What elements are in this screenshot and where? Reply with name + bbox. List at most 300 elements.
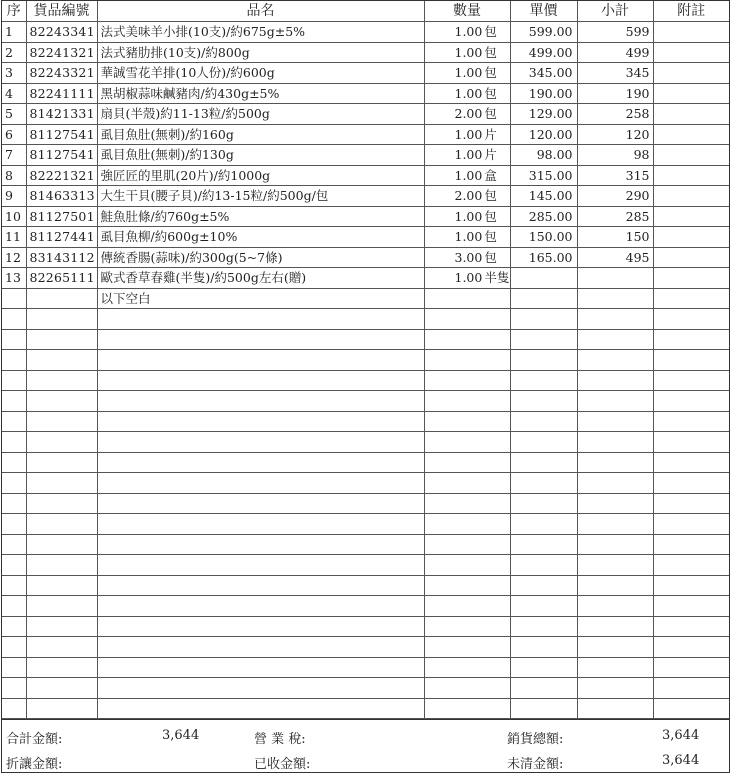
- qty-cell: [424, 698, 510, 719]
- code-cell: 82241321: [26, 42, 97, 63]
- qty-cell: [424, 247, 510, 268]
- code-cell: [26, 370, 97, 391]
- price-cell: [510, 391, 577, 412]
- subtotal-cell: 345: [577, 63, 653, 84]
- qty-unit: 包: [484, 24, 497, 40]
- table-row: [2, 411, 729, 432]
- qty-value: 1.00: [454, 229, 483, 245]
- seq-cell: [2, 514, 26, 535]
- price-cell: 120.00: [510, 124, 577, 145]
- name-cell: [97, 698, 424, 719]
- note-cell: [653, 350, 729, 371]
- seq-cell: [2, 432, 26, 453]
- note-cell: [653, 63, 729, 84]
- qty-unit: 包: [484, 229, 497, 245]
- name-cell: [97, 350, 424, 371]
- code-cell: [26, 575, 97, 596]
- table-row: [2, 370, 729, 391]
- seq-cell: [2, 370, 26, 391]
- table-row: [2, 309, 729, 330]
- note-cell: [653, 104, 729, 125]
- code-cell: 81463313: [26, 186, 97, 207]
- col-code-header: 貨品編號: [26, 1, 97, 22]
- table-row: [2, 186, 729, 207]
- table-row: [2, 391, 729, 412]
- price-cell: 499.00: [510, 42, 577, 63]
- qty-unit: 包: [484, 249, 497, 265]
- total-amount-label: 合計金額:: [6, 732, 63, 747]
- table-row: [2, 657, 729, 678]
- code-cell: 82241111: [26, 83, 97, 104]
- qty-cell: [424, 514, 510, 535]
- qty-cell: [424, 83, 510, 104]
- price-cell: 315.00: [510, 165, 577, 186]
- subtotal-cell: [577, 473, 653, 494]
- note-cell: [653, 678, 729, 699]
- qty-cell: [424, 473, 510, 494]
- table-row: [2, 268, 729, 289]
- code-cell: [26, 493, 97, 514]
- qty-unit: 包: [484, 44, 497, 60]
- note-cell: [653, 534, 729, 555]
- code-cell: 81127501: [26, 206, 97, 227]
- price-cell: [510, 329, 577, 350]
- qty-cell: [424, 329, 510, 350]
- name-cell: [97, 432, 424, 453]
- subtotal-cell: [577, 616, 653, 637]
- price-cell: [510, 678, 577, 699]
- seq-cell: 10: [2, 206, 26, 227]
- code-cell: [26, 678, 97, 699]
- col-subtotal-header: 小計: [577, 1, 653, 22]
- price-cell: [510, 534, 577, 555]
- qty-cell: [424, 309, 510, 330]
- name-cell: [97, 309, 424, 330]
- seq-cell: [2, 309, 26, 330]
- table-body: [2, 22, 729, 719]
- qty-cell: [424, 637, 510, 658]
- qty-cell: [424, 63, 510, 84]
- col-price-header: 單價: [510, 1, 577, 22]
- name-cell: 黑胡椒蒜味鹹豬肉/約430g±5%: [97, 83, 424, 104]
- name-cell: 虱目魚肚(無刺)/約160g: [97, 124, 424, 145]
- table-row: [2, 288, 729, 309]
- qty-value: 1.00: [454, 44, 483, 60]
- totals-section: [2, 719, 729, 773]
- note-cell: [653, 473, 729, 494]
- price-cell: [510, 268, 577, 289]
- invoice-sheet: [1, 0, 730, 773]
- name-cell: [97, 637, 424, 658]
- seq-cell: [2, 637, 26, 658]
- note-cell: [653, 83, 729, 104]
- qty-value: 1.00: [454, 147, 483, 163]
- subtotal-cell: 98: [577, 145, 653, 166]
- qty-cell: [424, 534, 510, 555]
- qty-unit: 包: [484, 85, 497, 101]
- name-cell: 華誠雪花羊排(10人份)/約600g: [97, 63, 424, 84]
- price-cell: 165.00: [510, 247, 577, 268]
- seq-cell: 13: [2, 268, 26, 289]
- qty-cell: [424, 186, 510, 207]
- qty-value: 1.00: [454, 167, 483, 183]
- discount-label: 折讓金額:: [6, 757, 63, 772]
- price-cell: [510, 657, 577, 678]
- seq-cell: [2, 452, 26, 473]
- name-cell: [97, 616, 424, 637]
- note-cell: [653, 124, 729, 145]
- code-cell: [26, 473, 97, 494]
- code-cell: [26, 555, 97, 576]
- seq-cell: 9: [2, 186, 26, 207]
- end-note: 以下空白: [97, 288, 424, 309]
- table-row: [2, 124, 729, 145]
- qty-unit: 包: [484, 208, 497, 224]
- note-cell: [653, 42, 729, 63]
- seq-cell: [2, 288, 26, 309]
- code-cell: [26, 514, 97, 535]
- note-cell: [653, 575, 729, 596]
- table-row: [2, 555, 729, 576]
- seq-cell: [2, 698, 26, 719]
- qty-unit: 片: [484, 147, 497, 163]
- qty-unit: 包: [484, 65, 497, 81]
- subtotal-cell: 315: [577, 165, 653, 186]
- unpaid-label: 未清金額:: [507, 757, 564, 772]
- note-cell: [653, 698, 729, 719]
- note-cell: [653, 555, 729, 576]
- subtotal-cell: 120: [577, 124, 653, 145]
- note-cell: [653, 596, 729, 617]
- qty-value: 1.00: [454, 208, 483, 224]
- seq-cell: [2, 493, 26, 514]
- subtotal-cell: 599: [577, 22, 653, 43]
- seq-cell: [2, 575, 26, 596]
- qty-cell: [424, 165, 510, 186]
- price-cell: 285.00: [510, 206, 577, 227]
- note-cell: [653, 206, 729, 227]
- code-cell: [26, 657, 97, 678]
- table-row: [2, 452, 729, 473]
- name-cell: [97, 493, 424, 514]
- qty-cell: [424, 596, 510, 617]
- qty-cell: [424, 227, 510, 248]
- code-cell: 82265111: [26, 268, 97, 289]
- name-cell: [97, 514, 424, 535]
- seq-cell: 3: [2, 63, 26, 84]
- note-cell: [653, 165, 729, 186]
- price-cell: [510, 555, 577, 576]
- table-row: [2, 534, 729, 555]
- price-cell: [510, 596, 577, 617]
- seq-cell: [2, 596, 26, 617]
- subtotal-cell: [577, 411, 653, 432]
- qty-cell: [424, 678, 510, 699]
- subtotal-cell: [577, 698, 653, 719]
- price-cell: [510, 493, 577, 514]
- note-cell: [653, 288, 729, 309]
- subtotal-cell: [577, 329, 653, 350]
- table-row: [2, 698, 729, 719]
- seq-cell: [2, 616, 26, 637]
- note-cell: [653, 268, 729, 289]
- subtotal-cell: [577, 493, 653, 514]
- price-cell: [510, 452, 577, 473]
- col-qty-header: 數量: [424, 1, 510, 22]
- note-cell: [653, 391, 729, 412]
- sales-total-label: 銷貨總額:: [507, 732, 564, 747]
- qty-value: 1.00: [454, 85, 483, 101]
- qty-cell: [424, 411, 510, 432]
- seq-cell: [2, 329, 26, 350]
- name-cell: 大生干貝(腰子貝)/約13-15粒/約500g/包: [97, 186, 424, 207]
- name-cell: 虱目魚肚(無刺)/約130g: [97, 145, 424, 166]
- price-cell: [510, 350, 577, 371]
- qty-cell: [424, 616, 510, 637]
- note-cell: [653, 493, 729, 514]
- price-cell: [510, 411, 577, 432]
- qty-unit: 盒: [484, 167, 497, 183]
- subtotal-cell: [577, 432, 653, 453]
- seq-cell: 2: [2, 42, 26, 63]
- table-row: [2, 329, 729, 350]
- qty-cell: [424, 452, 510, 473]
- code-cell: [26, 329, 97, 350]
- subtotal-cell: 290: [577, 186, 653, 207]
- col-note-header: 附註: [653, 1, 729, 22]
- code-cell: 83143112: [26, 247, 97, 268]
- seq-cell: 4: [2, 83, 26, 104]
- name-cell: [97, 657, 424, 678]
- table-row: [2, 63, 729, 84]
- seq-cell: 6: [2, 124, 26, 145]
- received-label: 已收金額:: [254, 757, 311, 772]
- subtotal-cell: [577, 350, 653, 371]
- qty-cell: [424, 288, 510, 309]
- table-row: [2, 145, 729, 166]
- qty-cell: [424, 370, 510, 391]
- note-cell: [653, 637, 729, 658]
- qty-cell: [424, 657, 510, 678]
- name-cell: 法式豬肋排(10支)/約800g: [97, 42, 424, 63]
- note-cell: [653, 370, 729, 391]
- qty-value: 1.00: [454, 24, 483, 40]
- note-cell: [653, 329, 729, 350]
- name-cell: [97, 555, 424, 576]
- code-cell: [26, 309, 97, 330]
- total-amount-value: 3,644: [162, 728, 200, 743]
- price-cell: [510, 514, 577, 535]
- table-row: [2, 473, 729, 494]
- code-cell: [26, 637, 97, 658]
- subtotal-cell: 285: [577, 206, 653, 227]
- subtotal-cell: 190: [577, 83, 653, 104]
- qty-value: 1.00: [454, 270, 483, 286]
- name-cell: 鮭魚肚條/約760g±5%: [97, 206, 424, 227]
- name-cell: 傳統香腸(蒜味)/約300g(5~7條): [97, 247, 424, 268]
- code-cell: 81127541: [26, 145, 97, 166]
- code-cell: [26, 391, 97, 412]
- price-cell: 190.00: [510, 83, 577, 104]
- subtotal-cell: 495: [577, 247, 653, 268]
- tax-label: 營 業 稅:: [254, 732, 306, 747]
- table-row: [2, 42, 729, 63]
- seq-cell: 11: [2, 227, 26, 248]
- subtotal-cell: [577, 534, 653, 555]
- qty-unit: 包: [484, 188, 497, 204]
- code-cell: [26, 432, 97, 453]
- name-cell: 歐式香草春雞(半隻)/約500g左右(贈): [97, 268, 424, 289]
- table-row: [2, 83, 729, 104]
- seq-cell: 12: [2, 247, 26, 268]
- table-row: [2, 165, 729, 186]
- price-cell: 150.00: [510, 227, 577, 248]
- invoice-table: [2, 1, 729, 719]
- subtotal-cell: [577, 555, 653, 576]
- subtotal-cell: [577, 288, 653, 309]
- table-row: [2, 227, 729, 248]
- note-cell: [653, 657, 729, 678]
- subtotal-cell: 150: [577, 227, 653, 248]
- price-cell: [510, 370, 577, 391]
- seq-cell: [2, 391, 26, 412]
- qty-cell: [424, 206, 510, 227]
- note-cell: [653, 22, 729, 43]
- price-cell: [510, 575, 577, 596]
- qty-value: 3.00: [454, 249, 483, 265]
- table-row: [2, 575, 729, 596]
- seq-cell: [2, 657, 26, 678]
- seq-cell: 7: [2, 145, 26, 166]
- name-cell: [97, 678, 424, 699]
- name-cell: [97, 411, 424, 432]
- price-cell: 98.00: [510, 145, 577, 166]
- header-row: [2, 1, 729, 22]
- code-cell: [26, 452, 97, 473]
- table-row: [2, 637, 729, 658]
- code-cell: 81421331: [26, 104, 97, 125]
- code-cell: [26, 698, 97, 719]
- price-cell: 599.00: [510, 22, 577, 43]
- subtotal-cell: [577, 637, 653, 658]
- code-cell: [26, 534, 97, 555]
- code-cell: [26, 350, 97, 371]
- qty-value: 1.00: [454, 65, 483, 81]
- subtotal-cell: [577, 596, 653, 617]
- note-cell: [653, 186, 729, 207]
- qty-value: 1.00: [454, 126, 483, 142]
- name-cell: 法式美味羊小排(10支)/約675g±5%: [97, 22, 424, 43]
- table-row: [2, 678, 729, 699]
- table-row: [2, 432, 729, 453]
- code-cell: [26, 616, 97, 637]
- subtotal-cell: [577, 575, 653, 596]
- note-cell: [653, 411, 729, 432]
- table-row: [2, 22, 729, 43]
- seq-cell: [2, 555, 26, 576]
- qty-cell: [424, 104, 510, 125]
- col-name-header: 品名: [97, 1, 424, 22]
- subtotal-cell: 258: [577, 104, 653, 125]
- note-cell: [653, 309, 729, 330]
- qty-cell: [424, 432, 510, 453]
- price-cell: [510, 637, 577, 658]
- seq-cell: 5: [2, 104, 26, 125]
- sales-total-value: 3,644: [662, 728, 700, 743]
- subtotal-cell: [577, 391, 653, 412]
- seq-cell: 8: [2, 165, 26, 186]
- seq-cell: [2, 350, 26, 371]
- name-cell: [97, 596, 424, 617]
- note-cell: [653, 227, 729, 248]
- name-cell: [97, 575, 424, 596]
- price-cell: [510, 288, 577, 309]
- qty-cell: [424, 575, 510, 596]
- name-cell: [97, 329, 424, 350]
- note-cell: [653, 452, 729, 473]
- subtotal-cell: [577, 452, 653, 473]
- name-cell: 扇貝(半殼)約11-13粒/約500g: [97, 104, 424, 125]
- name-cell: [97, 452, 424, 473]
- subtotal-cell: [577, 657, 653, 678]
- table-row: [2, 350, 729, 371]
- table-row: [2, 616, 729, 637]
- seq-cell: [2, 678, 26, 699]
- price-cell: [510, 698, 577, 719]
- table-row: [2, 247, 729, 268]
- code-cell: 82243321: [26, 63, 97, 84]
- note-cell: [653, 432, 729, 453]
- subtotal-cell: [577, 309, 653, 330]
- price-cell: 345.00: [510, 63, 577, 84]
- qty-cell: [424, 555, 510, 576]
- table-row: [2, 206, 729, 227]
- qty-cell: [424, 42, 510, 63]
- note-cell: [653, 616, 729, 637]
- subtotal-cell: [577, 678, 653, 699]
- subtotal-cell: [577, 370, 653, 391]
- note-cell: [653, 514, 729, 535]
- name-cell: [97, 391, 424, 412]
- qty-unit: 半隻: [484, 270, 510, 286]
- table-row: [2, 596, 729, 617]
- note-cell: [653, 247, 729, 268]
- unpaid-value: 3,644: [662, 753, 700, 768]
- qty-value: 2.00: [454, 106, 483, 122]
- subtotal-cell: [577, 514, 653, 535]
- note-cell: [653, 145, 729, 166]
- qty-cell: [424, 268, 510, 289]
- price-cell: [510, 309, 577, 330]
- qty-unit: 包: [484, 106, 497, 122]
- table-row: [2, 493, 729, 514]
- code-cell: 81127541: [26, 124, 97, 145]
- qty-cell: [424, 124, 510, 145]
- table-row: [2, 514, 729, 535]
- price-cell: 129.00: [510, 104, 577, 125]
- seq-cell: 1: [2, 22, 26, 43]
- price-cell: [510, 432, 577, 453]
- seq-cell: [2, 411, 26, 432]
- seq-cell: [2, 534, 26, 555]
- price-cell: [510, 616, 577, 637]
- subtotal-cell: [577, 268, 653, 289]
- price-cell: 145.00: [510, 186, 577, 207]
- code-cell: [26, 596, 97, 617]
- code-cell: 81127441: [26, 227, 97, 248]
- qty-cell: [424, 391, 510, 412]
- price-cell: [510, 473, 577, 494]
